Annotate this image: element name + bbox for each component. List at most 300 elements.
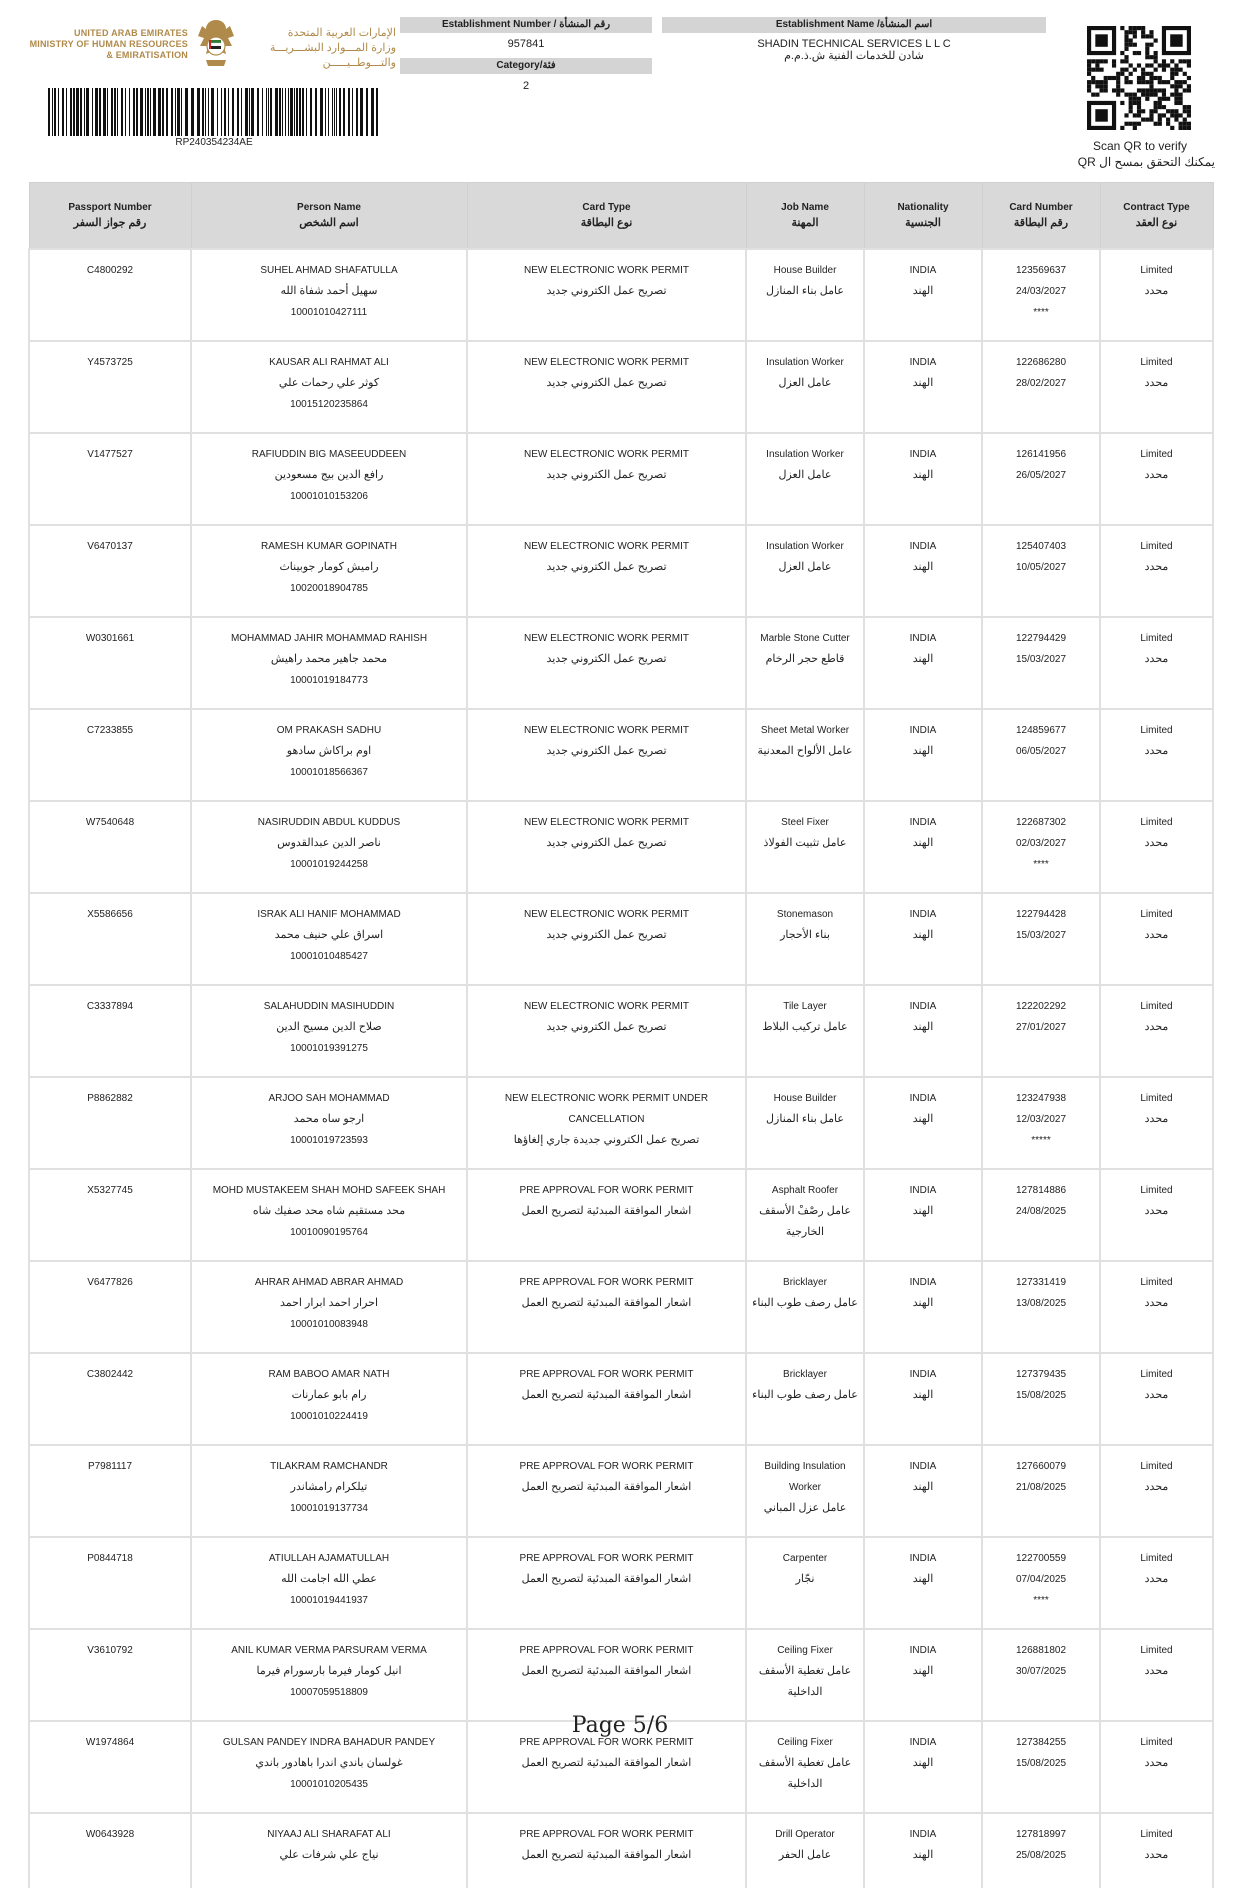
nationality-cell <box>864 1721 982 1813</box>
nationality-nat-en: INDIA <box>909 1277 937 1288</box>
table-row <box>29 709 1213 801</box>
job-name-cell <box>746 1537 864 1629</box>
card-type-card-type-en: PRE APPROVAL FOR WORK PERMIT <box>519 1645 694 1656</box>
card-type-card-type-ar: اشعار الموافقة المبدئية لتصريح العمل <box>521 1849 692 1861</box>
person-name-name-en: ARJOO SAH MOHAMMAD <box>268 1093 390 1104</box>
contract-type-contract-en: Limited <box>1140 1737 1173 1748</box>
job-name-job-ar: عامل العزل <box>778 377 832 389</box>
card-number-cell <box>982 801 1100 893</box>
person-name-name-ar: احرار احمد ابرار احمد <box>280 1297 378 1309</box>
card-type-cell <box>467 1261 746 1353</box>
card-number-cell <box>982 1445 1100 1537</box>
person-name-person-id: 10001019137734 <box>290 1503 368 1514</box>
passport-cell <box>29 1077 191 1169</box>
column-header-nationality: Nationality الجنسية <box>864 183 982 250</box>
card-type-cell <box>467 1537 746 1629</box>
card-number-card-no: 126881802 <box>1015 1645 1067 1656</box>
passport-passport: W0643928 <box>85 1829 135 1840</box>
job-name-job-ar: قاطع حجر الرخام <box>765 653 845 665</box>
card-type-card-type-en: NEW ELECTRONIC WORK PERMIT <box>523 541 689 552</box>
table-row <box>29 1813 1213 1888</box>
passport-cell <box>29 617 191 709</box>
card-number-card-no: 122202292 <box>1015 1001 1067 1012</box>
nationality-cell <box>864 709 982 801</box>
table-header-row <box>29 183 1213 250</box>
card-number-card-no: 122687302 <box>1015 817 1067 828</box>
contract-type-cell <box>1100 709 1213 801</box>
nationality-nat-ar: الهند <box>912 929 934 941</box>
qr-caption-en: Scan QR to verify <box>1092 139 1188 153</box>
passport-cell <box>29 525 191 617</box>
contract-type-cell <box>1100 893 1213 985</box>
contract-type-contract-ar: محدد <box>1144 1021 1169 1033</box>
person-name-name-en: SALAHUDDIN MASIHUDDIN <box>263 1001 395 1012</box>
job-name-job-ar: عامل العزل <box>778 561 832 573</box>
person-name-name-ar: سهيل أحمد شفاة الله <box>280 285 378 297</box>
nationality-nat-en: INDIA <box>909 909 937 920</box>
contract-type-contract-en: Limited <box>1140 1093 1173 1104</box>
job-name-job-ar: عامل رصْفْ الأسقف الخارجية <box>759 1205 851 1238</box>
contract-type-cell <box>1100 1629 1213 1721</box>
job-name-cell <box>746 1353 864 1445</box>
job-name-job-en: Carpenter <box>782 1553 828 1564</box>
column-header-job-name: Job Name المهنة <box>746 183 864 250</box>
passport-cell <box>29 1445 191 1537</box>
card-type-cell <box>467 801 746 893</box>
passport-passport: C4800292 <box>86 265 134 276</box>
job-name-job-ar: عامل تغطية الأسقف الداخلية <box>758 1665 852 1698</box>
job-name-cell <box>746 525 864 617</box>
person-name-name-ar: رام بابو عمارنات <box>291 1389 367 1401</box>
person-name-name-en: KAUSAR ALI RAHMAT ALI <box>269 357 389 368</box>
contract-type-contract-ar: محدد <box>1144 1481 1169 1493</box>
person-name-cell <box>191 801 467 893</box>
card-type-card-type-en: NEW ELECTRONIC WORK PERMIT <box>523 725 689 736</box>
job-name-job-en: Asphalt Roofer <box>771 1185 839 1196</box>
nationality-nat-en: INDIA <box>909 1369 937 1380</box>
nationality-cell <box>864 1813 982 1888</box>
card-type-card-type-ar: تصريح عمل الكتروني جديد <box>546 929 667 941</box>
person-name-person-id: 10001019441937 <box>290 1595 368 1606</box>
contract-type-contract-en: Limited <box>1140 265 1173 276</box>
job-name-cell <box>746 1445 864 1537</box>
qr-code-image <box>1087 26 1191 130</box>
card-type-cell <box>467 1077 746 1169</box>
passport-cell <box>29 1537 191 1629</box>
card-type-cell <box>467 249 746 341</box>
nationality-nat-ar: الهند <box>912 1481 934 1493</box>
contract-type-cell <box>1100 1261 1213 1353</box>
nationality-nat-ar: الهند <box>912 1665 934 1677</box>
nationality-nat-ar: الهند <box>912 285 934 297</box>
job-name-job-ar: عامل عزل المباني <box>763 1502 847 1514</box>
contract-type-cell <box>1100 1445 1213 1537</box>
table-row <box>29 525 1213 617</box>
card-type-card-type-ar: اشعار الموافقة المبدئية لتصريح العمل <box>521 1665 692 1677</box>
contract-type-contract-ar: محدد <box>1144 653 1169 665</box>
passport-passport: Y4573725 <box>87 357 133 368</box>
nationality-nat-en: INDIA <box>909 1461 937 1472</box>
card-number-card-no: 127818997 <box>1015 1829 1067 1840</box>
person-name-name-ar: غولسان باندي اندرا باهادور باندي <box>255 1757 403 1769</box>
job-name-cell <box>746 709 864 801</box>
person-name-cell <box>191 1353 467 1445</box>
person-name-name-en: AHRAR AHMAD ABRAR AHMAD <box>254 1277 404 1288</box>
passport-cell <box>29 433 191 525</box>
card-number-date: 30/07/2025 <box>1015 1666 1067 1677</box>
passport-passport: P8862882 <box>87 1093 133 1104</box>
passport-passport: V6470137 <box>87 541 133 552</box>
person-name-cell <box>191 249 467 341</box>
card-number-cell <box>982 985 1100 1077</box>
contract-type-contract-ar: محدد <box>1144 1205 1169 1217</box>
passport-passport: C3802442 <box>86 1369 134 1380</box>
establishment-number: 957841 <box>507 38 545 50</box>
nationality-nat-en: INDIA <box>909 633 937 644</box>
contract-type-contract-en: Limited <box>1140 1553 1173 1564</box>
card-number-card-no: 127384255 <box>1015 1737 1067 1748</box>
person-name-person-id: 10001018566367 <box>290 767 368 778</box>
column-header-passport: Passport Number رقم جواز السفر <box>29 183 191 250</box>
person-name-person-id: 10001010205435 <box>290 1779 368 1790</box>
card-type-card-type-en: NEW ELECTRONIC WORK PERMIT <box>523 633 689 644</box>
card-type-card-type-en: NEW ELECTRONIC WORK PERMIT <box>523 449 689 460</box>
nationality-nat-ar: الهند <box>912 653 934 665</box>
person-name-name-en: OM PRAKASH SADHU <box>276 725 382 736</box>
card-type-card-type-ar: تصريح عمل الكتروني جديد <box>546 561 667 573</box>
person-name-name-en: RAM BABOO AMAR NATH <box>268 1369 390 1380</box>
passport-passport: V6477826 <box>87 1277 133 1288</box>
card-type-card-type-ar: تصريح عمل الكتروني جديد <box>546 1021 667 1033</box>
card-number-cell <box>982 433 1100 525</box>
card-number-date: 10/05/2027 <box>1015 562 1067 573</box>
card-type-card-type-en: PRE APPROVAL FOR WORK PERMIT <box>519 1553 694 1564</box>
card-number-cell <box>982 249 1100 341</box>
person-name-person-id: 10001019391275 <box>290 1043 368 1054</box>
card-number-cell <box>982 1537 1100 1629</box>
passport-passport: W1974864 <box>85 1737 135 1748</box>
contract-type-contract-ar: محدد <box>1144 1389 1169 1401</box>
card-type-card-type-en: PRE APPROVAL FOR WORK PERMIT <box>519 1829 694 1840</box>
job-name-job-ar: عامل العزل <box>778 469 832 481</box>
person-name-cell <box>191 709 467 801</box>
person-name-name-en: MOHD MUSTAKEEM SHAH MOHD SAFEEK SHAH <box>212 1185 446 1196</box>
table-row <box>29 617 1213 709</box>
card-type-cell <box>467 1629 746 1721</box>
card-type-cell <box>467 893 746 985</box>
nationality-nat-ar: الهند <box>912 1757 934 1769</box>
contract-type-contract-ar: محدد <box>1144 377 1169 389</box>
passport-passport: X5327745 <box>87 1185 133 1196</box>
person-name-cell <box>191 1537 467 1629</box>
contract-type-cell <box>1100 249 1213 341</box>
contract-type-cell <box>1100 1169 1213 1261</box>
contract-type-contract-ar: محدد <box>1144 837 1169 849</box>
nationality-nat-ar: الهند <box>912 1113 934 1125</box>
contract-type-cell <box>1100 1353 1213 1445</box>
table-row <box>29 1261 1213 1353</box>
person-name-name-ar: محد مستقيم شاه محد صفيك شاه <box>252 1205 406 1217</box>
passport-passport: X5586656 <box>87 909 133 920</box>
person-name-name-ar: انيل كومار فيرما بارسورام فيرما <box>256 1665 402 1677</box>
card-number-cell <box>982 709 1100 801</box>
category-value: 2 <box>522 80 530 92</box>
nationality-cell <box>864 525 982 617</box>
contract-type-contract-ar: محدد <box>1144 1113 1169 1125</box>
contract-type-contract-en: Limited <box>1140 449 1173 460</box>
job-name-job-en: Insulation Worker <box>766 541 844 552</box>
person-name-name-ar: صلاح الدين مسيح الدين <box>276 1021 382 1033</box>
nationality-nat-ar: الهند <box>912 377 934 389</box>
card-type-card-type-ar: تصريح عمل الكتروني جديد <box>546 653 667 665</box>
contract-type-cell <box>1100 1721 1213 1813</box>
job-name-cell <box>746 433 864 525</box>
job-name-cell <box>746 249 864 341</box>
table-row <box>29 1077 1213 1169</box>
card-number-cell <box>982 341 1100 433</box>
card-number-cell <box>982 617 1100 709</box>
nationality-nat-ar: الهند <box>912 561 934 573</box>
person-name-cell <box>191 1813 467 1888</box>
person-name-name-en: TILAKRAM RAMCHANDR <box>270 1461 388 1472</box>
card-type-card-type-en: NEW ELECTRONIC WORK PERMIT <box>523 357 689 368</box>
card-number-card-no: 123569637 <box>1015 265 1067 276</box>
passport-cell <box>29 801 191 893</box>
contract-type-contract-en: Limited <box>1140 1001 1173 1012</box>
passport-cell <box>29 1721 191 1813</box>
work-permit-table <box>28 182 1214 1888</box>
job-name-cell <box>746 341 864 433</box>
job-name-cell <box>746 1629 864 1721</box>
nationality-cell <box>864 985 982 1077</box>
card-number-date: 15/03/2027 <box>1015 930 1067 941</box>
person-name-cell <box>191 1261 467 1353</box>
card-number-cell <box>982 1261 1100 1353</box>
passport-passport: C3337894 <box>86 1001 134 1012</box>
contract-type-contract-ar: محدد <box>1144 285 1169 297</box>
nationality-cell <box>864 1353 982 1445</box>
job-name-cell <box>746 1721 864 1813</box>
nationality-cell <box>864 801 982 893</box>
ministry-logo <box>28 16 398 76</box>
card-type-cell <box>467 433 746 525</box>
person-name-name-ar: اسراق علي حنيف محمد <box>274 929 384 941</box>
card-number-card-no: 127660079 <box>1015 1461 1067 1472</box>
job-name-job-en: Bricklayer <box>783 1277 827 1288</box>
person-name-name-ar: ناصر الدين عبدالقدوس <box>277 837 381 849</box>
person-name-person-id: 10001010083948 <box>290 1319 368 1330</box>
person-name-name-ar: راميش كومار جوبيناث <box>279 561 379 573</box>
person-name-cell <box>191 893 467 985</box>
job-name-cell <box>746 617 864 709</box>
card-type-card-type-en: NEW ELECTRONIC WORK PERMIT <box>523 1001 689 1012</box>
person-name-cell <box>191 1169 467 1261</box>
nationality-nat-ar: الهند <box>912 1297 934 1309</box>
passport-cell <box>29 1261 191 1353</box>
card-number-date: 26/05/2027 <box>1015 470 1067 481</box>
contract-type-contract-en: Limited <box>1140 1461 1173 1472</box>
nationality-cell <box>864 1629 982 1721</box>
person-name-cell <box>191 1077 467 1169</box>
contract-type-contract-ar: محدد <box>1144 1849 1169 1861</box>
card-type-cell <box>467 617 746 709</box>
card-type-cell <box>467 341 746 433</box>
card-type-card-type-ar: اشعار الموافقة المبدئية لتصريح العمل <box>521 1573 692 1585</box>
contract-type-contract-en: Limited <box>1140 909 1173 920</box>
person-name-person-id: 10015120235864 <box>290 399 368 410</box>
nationality-nat-en: INDIA <box>909 1553 937 1564</box>
card-number-card-no: 122700559 <box>1015 1553 1067 1564</box>
column-header-person-name: Person Name اسم الشخص <box>191 183 467 250</box>
table-row <box>29 249 1213 341</box>
job-name-job-ar: عامل تركيب البلاط <box>762 1021 848 1033</box>
nationality-cell <box>864 433 982 525</box>
contract-type-cell <box>1100 1077 1213 1169</box>
nationality-nat-en: INDIA <box>909 357 937 368</box>
job-name-job-en: Building Insulation Worker <box>764 1461 846 1493</box>
person-name-name-en: SUHEL AHMAD SHAFATULLA <box>260 265 398 276</box>
job-name-job-ar: عامل بناء المنازل <box>766 285 844 297</box>
nationality-nat-en: INDIA <box>909 449 937 460</box>
table-row <box>29 433 1213 525</box>
job-name-job-en: Sheet Metal Worker <box>760 725 850 736</box>
column-header-contract-type: Contract Type نوع العقد <box>1100 183 1213 250</box>
contract-type-contract-ar: محدد <box>1144 561 1169 573</box>
passport-passport: P7981117 <box>87 1461 133 1472</box>
card-type-card-type-en: PRE APPROVAL FOR WORK PERMIT <box>519 1185 694 1196</box>
card-number-date: 02/03/2027 <box>1015 838 1067 849</box>
person-name-name-ar: اوم براكاش سادهو <box>286 745 372 757</box>
person-name-person-id: 10007059518809 <box>290 1687 368 1698</box>
contract-type-contract-en: Limited <box>1140 633 1173 644</box>
card-number-card-no: 122794429 <box>1015 633 1067 644</box>
card-number-date: 28/02/2027 <box>1015 378 1067 389</box>
person-name-person-id: 10001019723593 <box>290 1135 368 1146</box>
passport-passport: P0844718 <box>87 1553 133 1564</box>
job-name-job-en: Ceiling Fixer <box>777 1645 833 1656</box>
card-number-date: 25/08/2025 <box>1015 1850 1067 1861</box>
job-name-job-en: Bricklayer <box>783 1369 827 1380</box>
card-type-cell <box>467 1445 746 1537</box>
table-row <box>29 985 1213 1077</box>
card-number-cell <box>982 1077 1100 1169</box>
card-number-date: 13/08/2025 <box>1015 1298 1067 1309</box>
nationality-cell <box>864 1077 982 1169</box>
contract-type-contract-en: Limited <box>1140 1829 1173 1840</box>
card-type-cell <box>467 709 746 801</box>
card-number-cell <box>982 1813 1100 1888</box>
table-row <box>29 1537 1213 1629</box>
nationality-nat-ar: الهند <box>912 1021 934 1033</box>
job-name-job-en: House Builder <box>773 265 837 276</box>
job-name-cell <box>746 893 864 985</box>
card-number-flag: **** <box>1033 1595 1049 1606</box>
contract-type-contract-en: Limited <box>1140 1369 1173 1380</box>
job-name-job-ar: عامل بناء المنازل <box>766 1113 844 1125</box>
card-number-date: 07/04/2025 <box>1015 1574 1067 1585</box>
establishment-name-label: Establishment Name /اسم المنشأة <box>662 17 1046 33</box>
passport-passport: W0301661 <box>85 633 135 644</box>
person-name-name-en: RAFIUDDIN BIG MASEEUDDEEN <box>251 449 407 460</box>
person-name-cell <box>191 525 467 617</box>
card-number-cell <box>982 1721 1100 1813</box>
person-name-name-ar: كوثر علي رحمات علي <box>278 377 380 389</box>
contract-type-cell <box>1100 525 1213 617</box>
card-number-cell <box>982 1629 1100 1721</box>
card-type-cell <box>467 525 746 617</box>
card-number-cell <box>982 1169 1100 1261</box>
nationality-nat-en: INDIA <box>909 265 937 276</box>
contract-type-cell <box>1100 617 1213 709</box>
passport-passport: W7540648 <box>85 817 135 828</box>
person-name-person-id: 10001010224419 <box>290 1411 368 1422</box>
card-type-cell <box>467 1813 746 1888</box>
contract-type-contract-en: Limited <box>1140 1645 1173 1656</box>
contract-type-contract-en: Limited <box>1140 541 1173 552</box>
nationality-nat-ar: الهند <box>912 1573 934 1585</box>
contract-type-contract-ar: محدد <box>1144 1297 1169 1309</box>
contract-type-cell <box>1100 1813 1213 1888</box>
job-name-job-en: Marble Stone Cutter <box>760 633 850 644</box>
ministry-name-en: UNITED ARAB EMIRATES MINISTRY OF HUMAN RESOURCES & EMIRATISATION <box>29 28 188 60</box>
person-name-name-en: MOHAMMAD JAHIR MOHAMMAD RAHISH <box>230 633 428 644</box>
nationality-nat-ar: الهند <box>912 837 934 849</box>
nationality-cell <box>864 341 982 433</box>
passport-cell <box>29 1169 191 1261</box>
contract-type-contract-en: Limited <box>1140 725 1173 736</box>
person-name-person-id: 10001010153206 <box>290 491 368 502</box>
contract-type-contract-en: Limited <box>1140 357 1173 368</box>
card-number-date: 12/03/2027 <box>1015 1114 1067 1125</box>
person-name-person-id: 10001010427111 <box>290 307 368 318</box>
person-name-name-ar: تيلكرام رامشاندر <box>290 1481 368 1493</box>
qr-caption-ar: يمكنك التحقق بمسح ال QR <box>1077 155 1215 169</box>
person-name-cell <box>191 341 467 433</box>
card-number-flag: **** <box>1033 859 1049 870</box>
person-name-person-id: 10001019184773 <box>290 675 368 686</box>
passport-cell <box>29 1629 191 1721</box>
job-name-job-ar: عامل الألواح المعدنية <box>757 745 853 757</box>
card-number-date: 15/08/2025 <box>1015 1758 1067 1769</box>
nationality-nat-en: INDIA <box>909 1185 937 1196</box>
job-name-job-ar: عامل رصف طوب البناء <box>752 1389 858 1401</box>
person-name-person-id: 10010090195764 <box>290 1227 368 1238</box>
job-name-cell <box>746 1169 864 1261</box>
establishment-number-label: Establishment Number / رقم المنشأة <box>400 17 652 33</box>
card-type-card-type-en: PRE APPROVAL FOR WORK PERMIT <box>519 1277 694 1288</box>
nationality-nat-en: INDIA <box>909 1001 937 1012</box>
job-name-job-ar: نجّار <box>795 1573 815 1585</box>
card-number-card-no: 122686280 <box>1015 357 1067 368</box>
job-name-job-en: Insulation Worker <box>766 357 844 368</box>
person-name-cell <box>191 985 467 1077</box>
nationality-nat-en: INDIA <box>909 725 937 736</box>
job-name-cell <box>746 1813 864 1888</box>
contract-type-cell <box>1100 341 1213 433</box>
nationality-nat-en: INDIA <box>909 1829 937 1840</box>
card-number-date: 06/05/2027 <box>1015 746 1067 757</box>
passport-cell <box>29 1353 191 1445</box>
nationality-nat-ar: الهند <box>912 1205 934 1217</box>
contract-type-cell <box>1100 1537 1213 1629</box>
card-type-card-type-ar: اشعار الموافقة المبدئية لتصريح العمل <box>521 1757 692 1769</box>
person-name-name-en: RAMESH KUMAR GOPINATH <box>261 541 397 552</box>
job-name-job-ar: عامل تغطية الأسقف الداخلية <box>758 1757 852 1790</box>
job-name-job-en: Steel Fixer <box>781 817 829 828</box>
card-type-card-type-ar: تصريح عمل الكتروني جديد <box>546 377 667 389</box>
table-row <box>29 341 1213 433</box>
card-type-card-type-en: NEW ELECTRONIC WORK PERMIT <box>523 909 689 920</box>
